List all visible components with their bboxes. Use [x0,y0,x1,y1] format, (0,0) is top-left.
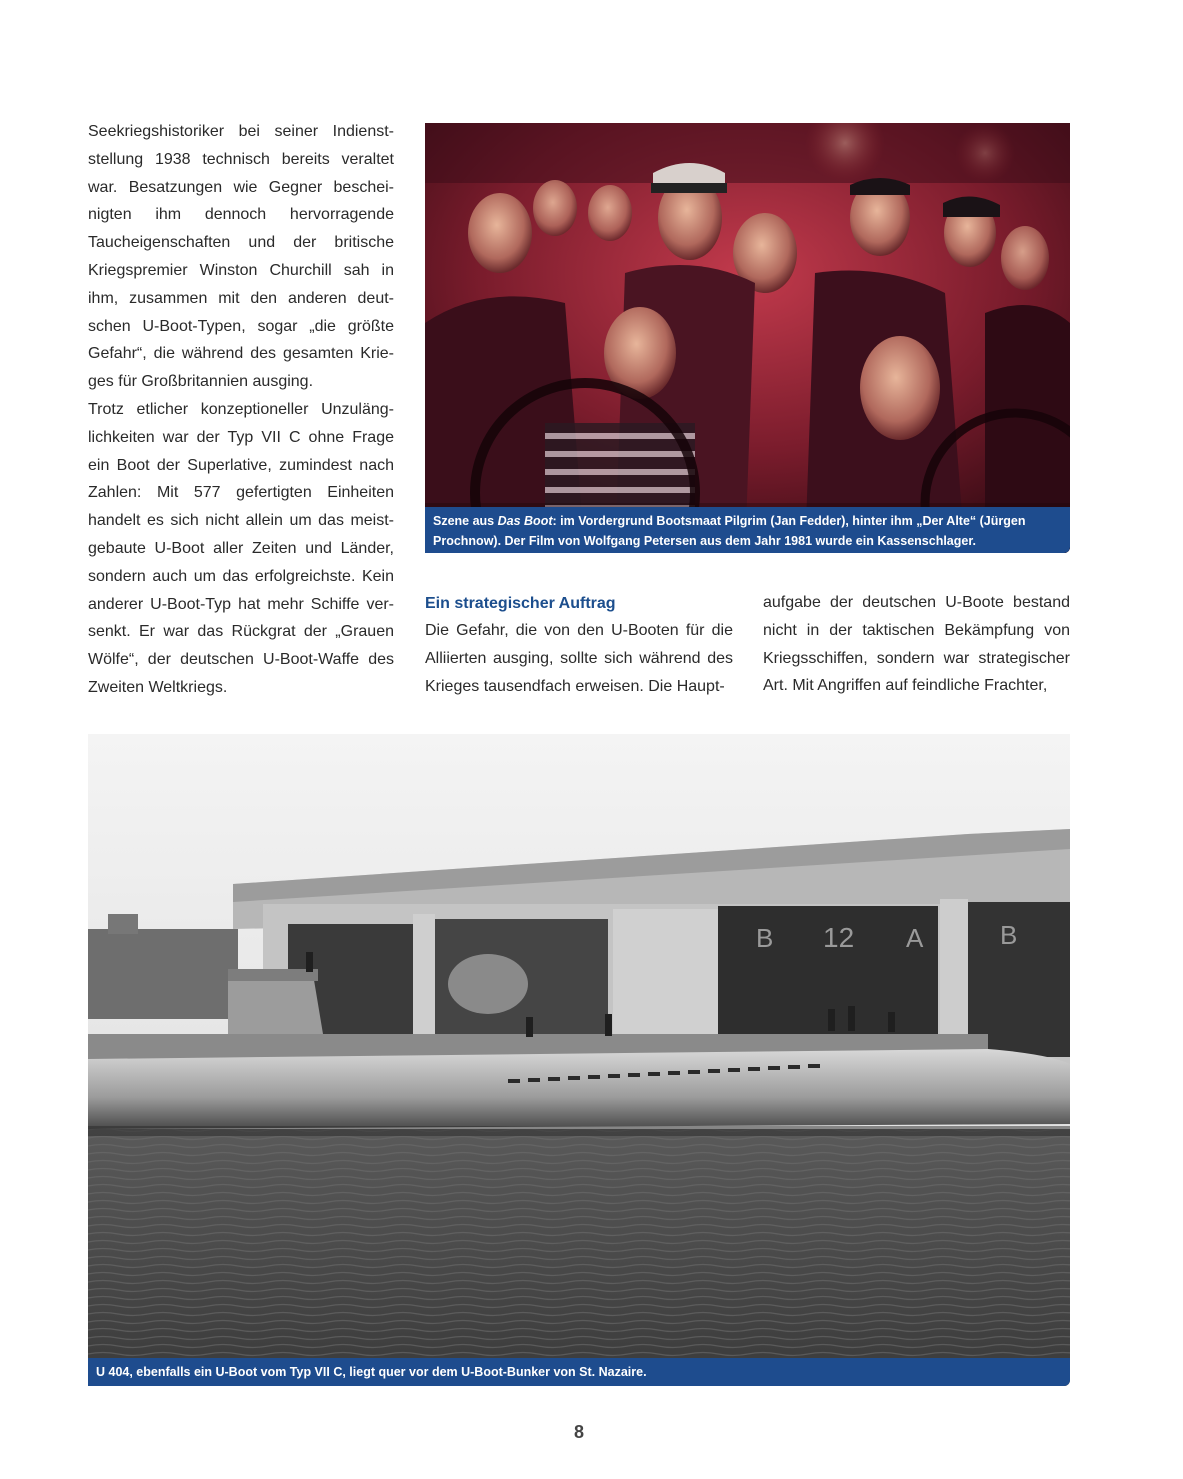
body-text-column-1 [88,118,394,702]
text-line: Art. Mit Angriffen auf feindliche Frachter, [763,677,1048,695]
bunker-marking-a: A [906,923,924,953]
text-line: Kriegspremier Winston Churchill sah in [88,261,394,279]
text-line: anderer U-Boot-Typ hat mehr Schiffe ver- [88,595,394,613]
text-line: ges für Großbritannien ausging. [88,373,314,391]
text-line: Die Gefahr, die von den U-Booten für die [425,622,733,639]
bunker-marking-12: 12 [823,922,855,953]
text-line: senkt. Er war das Rückgrat der „Grauen [88,623,394,641]
text-line: war. Besatzungen wie Gegner beschei- [88,178,394,196]
film-scene-photo [425,123,1070,553]
text-line: sondern auch um das erfolgreichste. Kein [88,567,394,585]
photo-caption-uboat: U 404, ebenfalls ein U-Boot vom Typ VII C, liegt quer vor dem U-Boot-Bunker von St. Nazaire. [88,1358,1070,1386]
text-line: nigten ihm dennoch hervorragende [88,206,394,224]
text-line: Kriegsschiffen, sondern war strategischer [763,649,1070,667]
section-heading: Ein strategischer Auftrag [425,595,616,612]
uboat-bunker-image [88,734,1070,1386]
crew-scene-image [425,123,1070,553]
text-line: aufgabe der deutschen U-Boote bestand [763,594,1070,611]
text-line: lichkeiten war der Typ VII C ohne Frage [88,428,394,446]
text-line: Krieges tausendfach erweisen. Die Haupt- [425,677,725,695]
text-line: Alliierten ausging, sollte sich während des [425,649,733,667]
text-line: nicht in der taktischen Bekämpfung von [763,621,1070,639]
text-line: ein Boot der Superlative, zumindest nach [88,456,394,474]
text-line: Gefahr“, die während des gesamten Krie- [88,345,394,363]
text-line: Zweiten Weltkriegs. [88,678,228,696]
text-line: Wölfe“, der deutschen U-Boot-Waffe des [88,651,394,669]
bunker-marking-b2: B [1000,920,1018,950]
text-line: Trotz etlicher konzeptioneller Unzuläng- [88,400,394,418]
uboat-bunker-photo [88,734,1070,1386]
body-text-column-2 [425,617,733,700]
bunker-marking-b: B [756,923,774,953]
text-line: gebaute U-Boot aller Zeiten und Länder, [88,539,394,557]
text-line: handelt es sich nicht allein um das meist- [88,512,394,530]
text-line: Zahlen: Mit 577 gefertigten Einheiten [88,484,394,502]
body-text-column-3 [763,589,1070,700]
text-line: Taucheigenschaften und der britische [88,234,394,252]
text-line: stellung 1938 technisch bereits veraltet [88,150,394,168]
text-line: Seekriegshistoriker bei seiner Indienst- [88,123,394,140]
page-number: 8 [573,1422,584,1442]
text-line: ihm, zusammen mit den anderen deut- [88,289,394,307]
photo-caption-film: Szene aus Das Boot: im Vordergrund Bootsmaat Pilgrim (Jan Fedder), hinter ihm „Der Alte“ (Jürgen Prochnow). Der Film von Wolfgang Petersen aus dem Jahr 1981 wurde ein Kassenschlager. [425,507,1070,553]
text-line: schen U-Boot-Typen, sogar „die größte [88,317,394,335]
